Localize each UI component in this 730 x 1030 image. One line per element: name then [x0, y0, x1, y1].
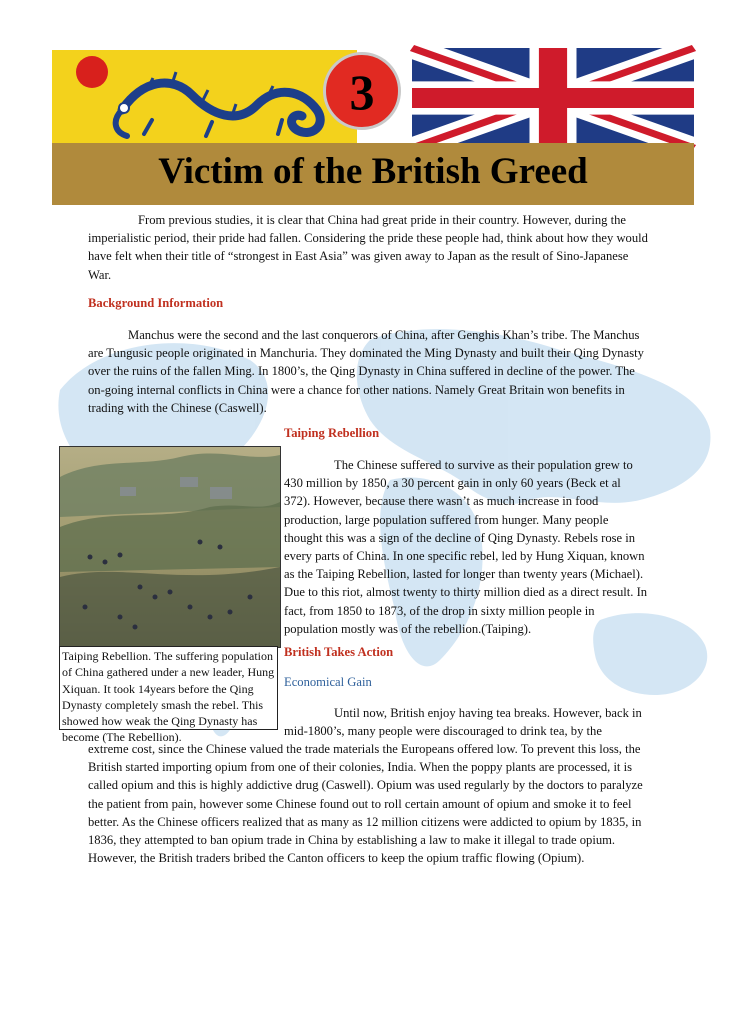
intro-paragraph: From previous studies, it is clear that China had great pride in their country. However, during the imperialistic period, their pride had fallen. Considering the pride these people had, think about how they would have felt when their title of “strongest in East Asia” was given away to Japan as the result of Sino-Japanese War. [88, 213, 648, 282]
chapter-number: 3 [349, 64, 375, 120]
union-jack-flag [412, 48, 694, 148]
page-title: Victim of the British Greed [158, 151, 588, 192]
header-banner [0, 0, 728, 210]
taiping-paragraph: The Chinese suffered to survive as their population grew to 430 million by 1850, a 30 percent gain in only 60 years (Beck et al 372). However, because there wasn’t as much increase in food production, large population suffered from hunger. Many people thought this was a sign of the decline of Qing Dynasty. Rebels rose in every parts of China. In one specific rebel, led by Hung Xiquan, known as the Taiping Rebellion, lasted for longer than twenty years (Michael). Due to this riot, almost twenty to thirty million died as a direct result. In fact, from 1850 to 1873, of the drop in sixty million people in population mostly was of the rebellion.(Taiping). [284, 458, 648, 636]
chapter-number-badge [323, 52, 401, 130]
british-heading: British Takes Action [284, 645, 394, 659]
british-paragraph-start: Until now, British enjoy having tea breaks. However, back in mid-1800’s, many people were discouraged to drink tea, by the [284, 706, 642, 739]
qing-dynasty-flag [52, 50, 357, 150]
background-heading: Background Information [88, 296, 224, 310]
red-sun-icon [76, 56, 108, 88]
background-paragraph: Manchus were the second and the last conquerors of China, after Genghis Khan’s tribe. The Manchus are Tungusic people originated in Manchuria. They dominated the Ming Dynasty and built their Qing Dynasty over the ruins of the fallen Ming. In 1800’s, the Qing Dynasty in China suffered in decline of the power. The on-going internal conflicts in China were a chance for other nations. Namely Great Britain won benefits in trading with the Chinese (Caswell). [88, 328, 644, 415]
economical-gain-subheading: Economical Gain [284, 675, 372, 689]
painting-caption: Taiping Rebellion. The suffering population of China gathered under a new leader, Hung Xiquan. It took 14years before the Qing Dynasty completely smash the rebel. This showed how weak the Qing Dynasty has become (The Rebellion). [59, 646, 278, 730]
qing-dragon-icon [52, 50, 357, 150]
taiping-rebellion-painting [59, 446, 281, 648]
taiping-heading: Taiping Rebellion [284, 426, 380, 440]
british-paragraph: extreme cost, since the Chinese valued the trade materials the Europeans offered low. To prevent this loss, the British started importing opium from one of their colonies, India. When the poppy plants are processed, it is called opium and this is highly addictive drug (Caswell). Opium was used regularly by the doctors to paralyze the patient from pain, however some Chinese found out to roll certain amount of opium and smoke it to feel better. As the Chinese officers realized that as many as 12 million citizens were addicted to opium by 1835, in 1836, they attempted to ban opium trade in China by establishing a law to make it illegal to trade opium. However, the British traders bribed the Canton officers to keep the opium traffic flowing (Opium). [88, 742, 643, 866]
